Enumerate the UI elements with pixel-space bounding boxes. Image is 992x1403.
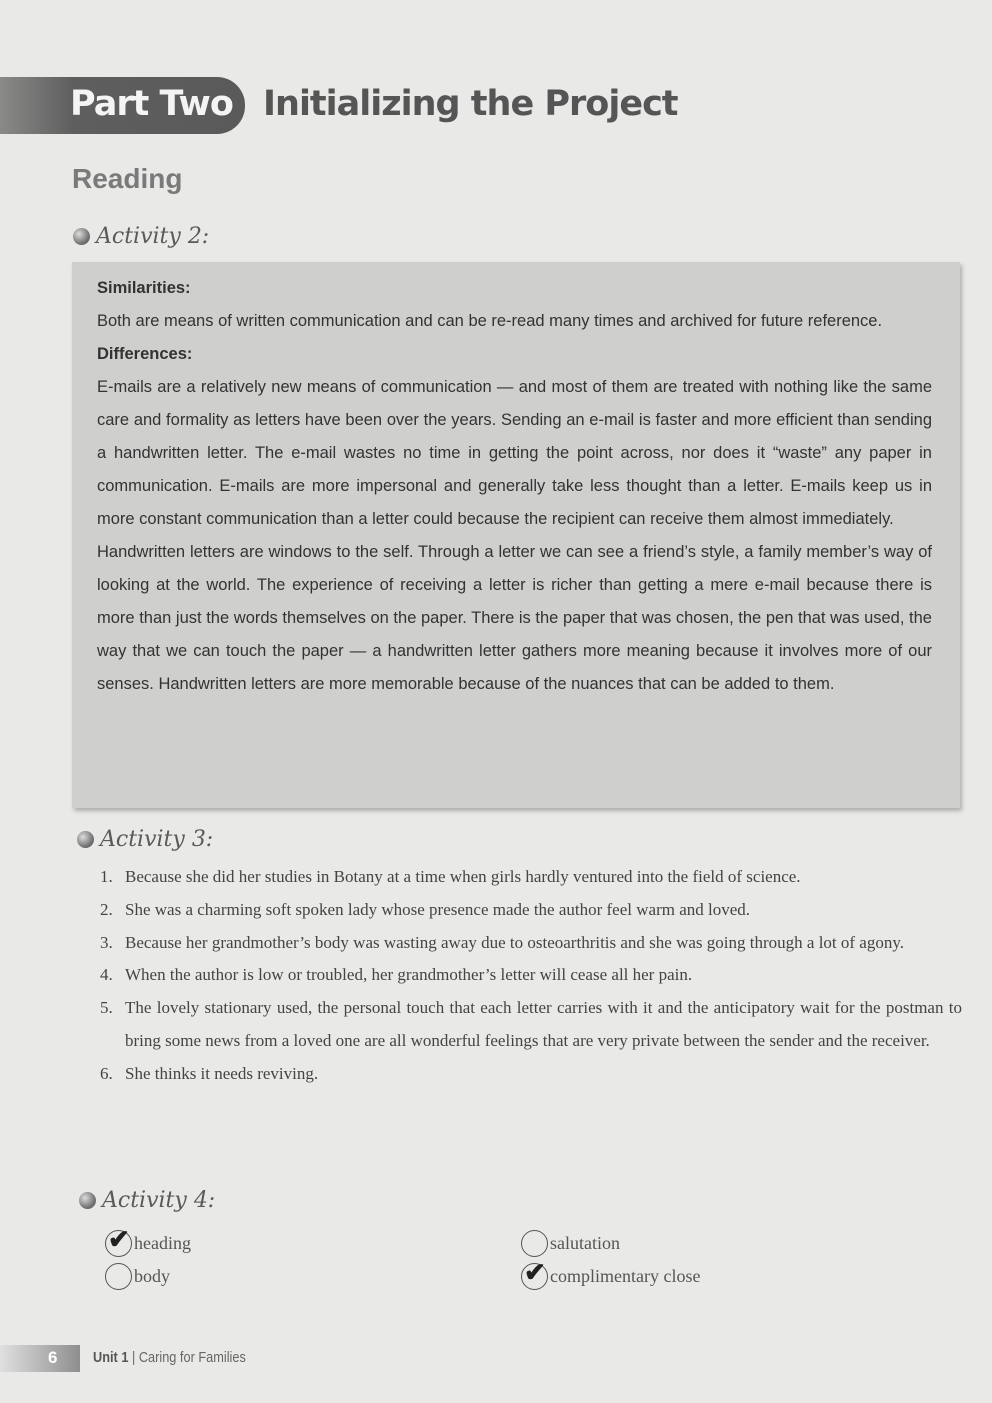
bullet-ball-icon xyxy=(73,228,90,245)
list-item xyxy=(100,1058,962,1091)
running-footer xyxy=(93,1349,246,1366)
list-item xyxy=(100,927,962,960)
answer-box xyxy=(72,262,960,808)
item-text: When the author is low or troubled, her grandmother’s letter will cease all her pain. xyxy=(125,965,693,985)
differences-paragraph-2: Handwritten letters are windows to the self. Through a letter we can see a friend’s style, a family member’s way of looking at the world. The experience of receiving a letter is richer than getting a mere e-mail because there is more than just the words themselves on the paper. There is the paper that was chosen, the pen that was used, the way that we can touch the paper — a handwritten letter gathers more meaning because it involves more of our senses. Handwritten letters are more memorable because of the nuances that can be added to them. xyxy=(97,543,932,693)
item-text: Because she did her studies in Botany at a time when girls hardly ventured into the field of science. xyxy=(125,867,801,886)
unit-title: Caring for Families xyxy=(138,1349,246,1366)
activity-2-heading xyxy=(73,224,209,249)
list-item xyxy=(100,894,962,927)
similarities-heading: Similarities: xyxy=(97,279,191,297)
checkbox-circle[interactable] xyxy=(521,1258,548,1290)
option-salutation[interactable] xyxy=(521,1230,620,1257)
checkmark-icon: ✔ xyxy=(524,1258,546,1287)
option-complimentary-close[interactable] xyxy=(521,1258,701,1290)
item-text: She was a charming soft spoken lady whose presence made the author feel warm and loved. xyxy=(125,899,751,919)
page-number: 6 xyxy=(48,1348,58,1367)
activity-label: Activity 3: xyxy=(100,827,214,852)
option-label: complimentary close xyxy=(550,1266,701,1286)
bullet-ball-icon xyxy=(77,831,94,848)
page-number-tab xyxy=(0,1345,80,1372)
unit-label: Unit 1 xyxy=(93,1349,129,1366)
item-number: 2. xyxy=(100,899,113,919)
item-number: 1. xyxy=(100,867,113,886)
option-label: heading xyxy=(134,1233,191,1253)
checkbox-circle[interactable] xyxy=(521,1230,548,1257)
option-body[interactable] xyxy=(105,1263,170,1290)
part-label: Part Two xyxy=(70,84,233,124)
activity-3-answers xyxy=(100,861,962,1091)
bullet-ball-icon xyxy=(79,1192,96,1209)
differences-heading: Differences: xyxy=(97,345,193,363)
section-heading: Reading xyxy=(72,163,183,194)
activity-label: Activity 2: xyxy=(96,224,210,249)
checkbox-circle[interactable] xyxy=(105,1225,132,1257)
activity-label: Activity 4: xyxy=(102,1188,216,1213)
list-item xyxy=(100,992,962,1058)
footer-separator: | xyxy=(131,1349,136,1366)
item-number: 4. xyxy=(100,965,113,985)
option-heading[interactable] xyxy=(105,1225,191,1257)
checkmark-icon: ✔ xyxy=(108,1225,130,1254)
option-label: salutation xyxy=(550,1233,620,1253)
checkbox-circle[interactable] xyxy=(105,1263,132,1290)
differences-paragraph-1: E-mails are a relatively new means of communication — and most of them are treated with nothing like the same care and formality as letters have been over the years. Sending an e-mail is faster and more efficient than sending a handwritten letter. The e-mail wastes no time in getting the point across, nor does it “waste” any paper in communication. E-mails are more impersonal and generally take less thought than a letter. E-mails keep us in more constant communication than a letter could because the recipient can receive them almost immediately. xyxy=(97,378,932,528)
item-text: Because her grandmother’s body was wasting away due to osteoarthritis and she was going through a lot of agony. xyxy=(125,932,904,952)
page-title: Initializing the Project xyxy=(263,84,678,124)
activity-3-heading xyxy=(77,827,213,852)
list-item xyxy=(100,959,962,992)
similarities-text: Both are means of written communication and can be re-read many times and archived for future reference. xyxy=(97,312,883,330)
item-number: 6. xyxy=(100,1063,113,1083)
item-number: 5. xyxy=(100,998,113,1018)
item-number: 3. xyxy=(100,932,113,952)
item-text: The lovely stationary used, the personal touch that each letter carries with it and the anticipatory wait for the postman to bring some news from a loved one are all wonderful feelings that are very private between the sender and the receiver. xyxy=(125,998,962,1050)
item-text: She thinks it needs reviving. xyxy=(125,1063,319,1083)
list-item xyxy=(100,861,962,894)
option-label: body xyxy=(134,1266,170,1286)
activity-4-heading xyxy=(79,1188,215,1213)
